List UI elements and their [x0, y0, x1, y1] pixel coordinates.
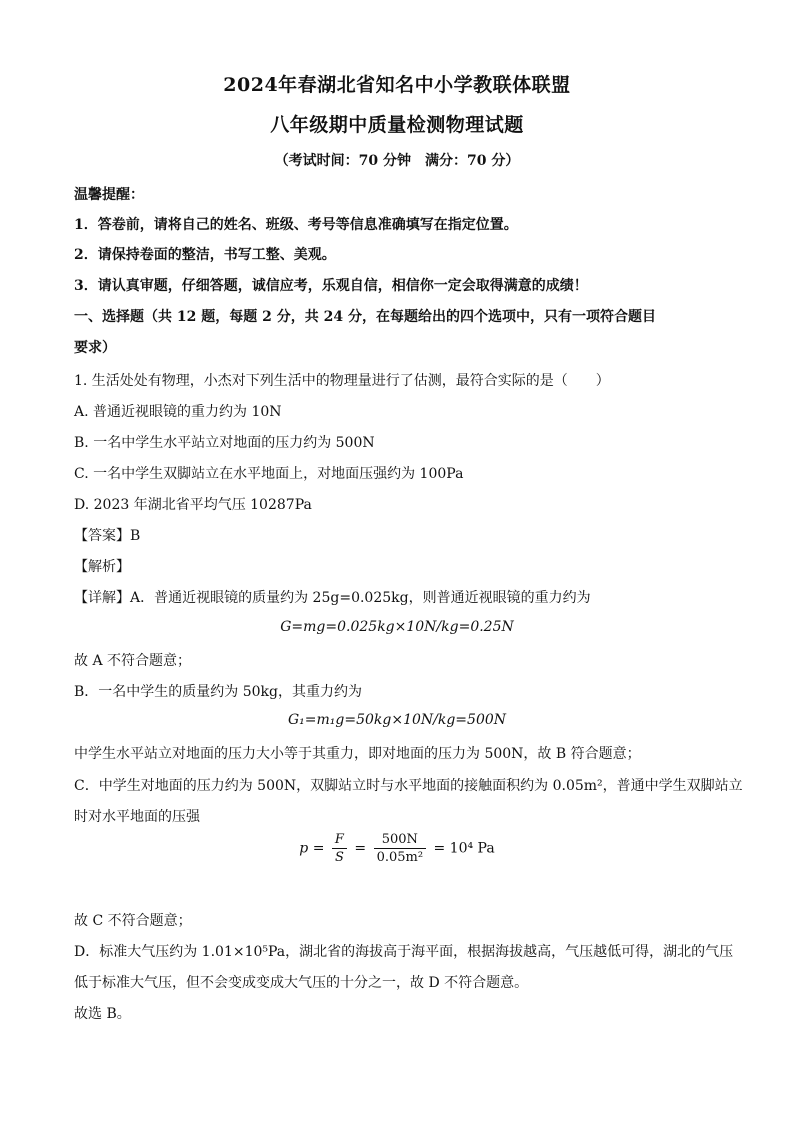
- tip-item-1: 1．答卷前，请将自己的姓名、班级、考号等信息准确填写在指定位置。: [74, 217, 518, 233]
- exam-title-line2: 八年级期中质量检测物理试题: [270, 114, 524, 136]
- equation-c-lhs: p =: [299, 840, 325, 857]
- equation-b: G₁=m₁g=50kg×10N/kg=500N: [287, 712, 507, 728]
- fraction-values: [374, 832, 426, 865]
- equation-c: [0, 832, 794, 865]
- exam-title-line1: 2024年春湖北省知名中小学教联体联盟: [223, 74, 571, 96]
- answer-label: 【答案】: [74, 528, 130, 544]
- tip-item-2: 2．请保持卷面的整洁，书写工整、美观。: [74, 247, 336, 263]
- detail-b-conclusion: 中学生水平站立对地面的压力大小等于其重力，即对地面的压力为 500N，故 B 符合题意；: [74, 746, 641, 762]
- answer-value: B: [130, 528, 141, 544]
- equation-c-rhs: = 10⁴ Pa: [433, 840, 495, 857]
- option-d: D. 2023 年湖北省平均气压 10287Pa: [74, 497, 312, 513]
- fraction-f-over-s: [332, 832, 347, 865]
- fraction-value-denominator: 0.05m²: [376, 850, 424, 865]
- fraction-value-numerator: 500N: [374, 832, 426, 849]
- detail-a-text: A．普通近视眼镜的质量约为 25g=0.025kg，则普通近视眼镜的重力约为: [130, 590, 591, 606]
- option-c: C. 一名中学生双脚站立在水平地面上，对地面压强约为 100Pa: [74, 466, 464, 482]
- answer-line: [74, 525, 724, 545]
- detail-a-conclusion: 故 A 不符合题意；: [74, 653, 192, 669]
- detail-c-text-1: C．中学生对地面的压力约为 500N，双脚站立时与水平地面的接触面积约为 0.05m²，普通中学生双脚站立: [74, 778, 743, 794]
- detail-d-text-1: D．标准大气压约为 1.01×10⁵Pa，湖北省的海拔高于海平面，根据海拔越高，气压越低可得，湖北的气压: [74, 944, 734, 960]
- tip-item-3: 3．请认真审题，仔细答题，诚信应考，乐观自信，相信你一定会取得满意的成绩！: [74, 278, 588, 294]
- equation-a: G=mg=0.025kg×10N/kg=0.25N: [280, 619, 514, 635]
- detail-d-text-2: 低于标准大气压，但不会变成变成大气压的十分之一，故 D 不符合题意。: [74, 975, 529, 991]
- equation-c-equals: =: [354, 840, 367, 857]
- detail-b-text: B．一名中学生的质量约为 50kg，其重力约为: [74, 684, 362, 700]
- option-a: A. 普通近视眼镜的重力约为 10N: [74, 404, 282, 420]
- tips-heading: 温馨提醒：: [74, 187, 144, 203]
- fraction-numerator: F: [332, 832, 347, 849]
- section-heading-cont: 要求）: [74, 340, 116, 356]
- option-b: B. 一名中学生水平站立对地面的压力约为 500N: [74, 435, 375, 451]
- detail-label: 【详解】: [74, 590, 130, 606]
- analysis-label: 【解析】: [74, 559, 130, 575]
- exam-subtitle: （考试时间：70 分钟 满分：70 分）: [274, 153, 520, 169]
- section-heading: 一、选择题（共 12 题，每题 2 分，共 24 分，在每题给出的四个选项中，只有一项符合题目: [74, 309, 656, 325]
- detail-c-text-2: 时对水平地面的压强: [74, 809, 200, 825]
- detail-final: 故选 B。: [74, 1006, 131, 1022]
- question-stem: 1. 生活处处有物理，小杰对下列生活中的物理量进行了估测，最符合实际的是（ ）: [74, 373, 610, 389]
- detail-c-conclusion: 故 C 不符合题意；: [74, 913, 192, 929]
- fraction-denominator: S: [334, 850, 344, 865]
- detail-a-line: [74, 587, 724, 607]
